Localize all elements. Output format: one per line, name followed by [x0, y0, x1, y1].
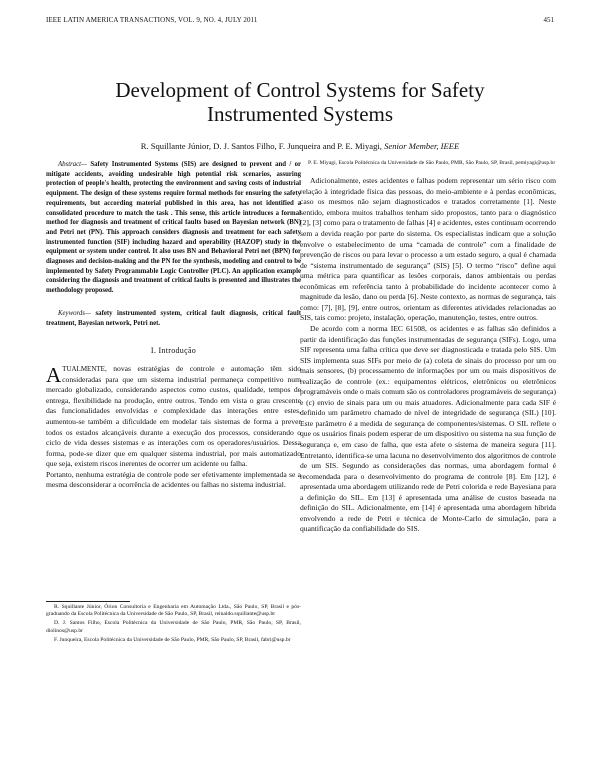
right-paragraph-2: De acordo com a norma IEC 61508, os acidentes e as falhas são definidos a partir da identificação das funções instrumentadas de segurança (SIFs). Logo, uma SIF representa uma falha crítica que deve ser diagnosticada e tratada pelo SIS. Um SIS implementa suas SIFs por meio de (a) coleta de sinais do processo por um ou mais sensores, (b) processamento de informações por um ou mais dispositivos de realização de controle (ex.: equipamentos elétricos, eletrônicos ou eletrônicos programáveis onde o mais comum são os controladores programáveis de segurança) e (c) envio de sinais para um ou mais atuadores. Adicionalmente para cada SIF é definido um parâmetro chamado de nível de integridade de segurança (SIL) [10]. Este parâmetro é a medida de segurança de componentes/sistemas. O SIL reflete o que os usuários finais podem esperar de um dispositivo ou sistema na sua função de segurança e, em caso de falha, que esta afete o sistema de maneira segura [11]. Entretanto, identifica-se uma lacuna no desenvolvimento dos algoritmos de controle de um SIS. Segundo as considerações das normas, uma abordagem formal é recomendada para o desenvolvimento do programa de controle [8]. Em [12], é apresentada uma abordagem utilizando rede de Petri colorida e rede Bayesiana para a definição do SIL. Em [13] é apresentada uma análise de custos baseada na definição do SIL. Adicionalmente, em [14] é apresentada uma abordagem híbrida envolvendo a rede de Petri e técnica de Monte-Carlo de simulação, para a quantificação da confiabilidade do SIS. — [300, 323, 556, 534]
author-membership: Senior Member, IEEE — [384, 141, 460, 151]
intro-paragraph-2: Portanto, nenhuma estratégia de controle pode ser efetivamente implementada se a mesma desconsiderar a ocorrência de acidentes ou falhas no sistema industrial. — [46, 469, 301, 490]
section-title: Introdução — [158, 346, 197, 356]
section-heading — [46, 346, 301, 355]
right-column — [300, 160, 556, 535]
footnote-author-1: R. Squillante Júnior, Órion Consultoria e Engenharia em Automação Ltda., São Paulo, SP, Brasil e pós-graduando da Escola Politécnica da Universidade de São Paulo, SP, Brasil, reinaldo.squillante@usp.br — [46, 603, 301, 618]
paper-title: Development of Control Systems for Safety Instrumented Systems — [115, 78, 485, 126]
first-word: TUALMENTE, — [62, 365, 107, 374]
keywords-label: Keywords— — [58, 309, 91, 317]
journal-name: IEEE LATIN AMERICA TRANSACTIONS, VOL. 9, NO. 4, JULY 2011 — [46, 16, 258, 24]
page-number: 451 — [543, 16, 554, 24]
footnote-author-2: D. J. Santos Filho, Escola Politécnica da Universidade de São Paulo, PMR, São Paulo, SP, Brasil, diolinos@usp.br — [46, 620, 301, 634]
section-number: I. — [150, 346, 157, 356]
abstract — [46, 160, 301, 296]
footnote-divider — [46, 601, 130, 602]
abstract-label: Abstract— — [58, 161, 88, 168]
right-paragraph-1: Adicionalmente, estes acidentes e falhas podem representar um sério risco com relação à integridade física das pessoas, do meio-ambiente e à perdas econômicas, caso os mesmos não sejam diagnosticados e tratados corretamente [1]. Neste sentido, embora muitos trabalhos tenham sido propostos, tanto para o diagnóstico [2], [3] como para o tratamento de falhas [4] e acidentes, estes continuam ocorrendo sem a devida reação por parte do sistema. Os especialistas indicam que a solução envolve o estabelecimento de uma “camada de controle” com a finalidade de prevenção de riscos ou para levar o processo a um estado seguro, a qual é chamada de “sistema instrumentado de segurança” (SIS) [5]. O termo “risco” define aqui uma métrica para quantificar as lesões corporais, danos ambientais ou perdas econômicas em referência tanto à probabilidade do incidente acontecer como à magnitude da lesão, dano ou perda [6]. Neste contexto, as normas de segurança, tais como: [7], [8], [9], entre outros, orientam as diferentes atividades relacionadas ao SIS, tais como: projeto, instalação, operação, manutenção, testes, entre outros. — [300, 176, 556, 323]
intro-paragraph-1-text: novas estratégias de controle e automação têm sido consideradas para que um sistema industrial permaneça competitivo num mercado globalizado, considerando aspectos como custos, qualidade, tempos de entrega, flexibilidade na produção, entre outros. Tendo em vista o grau crescente das funcionalidades envolvidas e complexidade das interações entre estes, aumentou-se também a dificuldade em modelar tais sistemas de forma a prever todos os estados alcançáveis durante a execução dos processos, considerando o ciclo de vida desses sistemas e as interações com os operadores/usuários. Dessa forma, pode-se dizer que em qualquer sistema industrial, por mais automatizado que seja, existem riscos inerentes de ocorrer um acidente ou falha. — [46, 364, 301, 469]
drop-cap: A — [46, 363, 62, 388]
author-line — [40, 141, 560, 151]
running-header — [46, 16, 554, 28]
abstract-text: Safety Instrumented Systems (SIS) are designed to prevent and / or mitigate accidents, avoiding undesirable high potential risk scenarios, assuring protection of people's health, protecting the environment and saving costs of industrial equipment. The design of these systems require formal methods for ensuring the safety requirements, but according material published in this area, has not identified a consolidated procedure to match the task . This sense, this article introduces a formal method for diagnosis and treatment of critical faults based on Bayesian network (BN) and Petri net (PN). This approach considers diagnosis and treatment for each safety instrumented function (SIF) including hazard and operability (HAZOP) study in the equipment or system under control. It also uses BN and Behavioral Petri net (BPN) for diagnoses and decision-making and the PN for the synthesis, modeling and control to be implemented by Safety Programmable Logic Controller (PLC). An application example considering the diagnosis and treatment of critical faults is presented and illustrates the methodology proposed. — [46, 161, 301, 295]
footnote-author-3: F. Junqueira, Escola Politécnica da Universidade de São Paulo, PMR, São Paulo, SP, Brasil, fabri@usp.br — [54, 637, 291, 643]
keywords — [46, 309, 301, 328]
intro-paragraph-1 — [46, 364, 301, 469]
footnote-author-4: P. E. Miyagi, Escola Politécnica da Universidade de São Paulo, PMR, São Paulo, SP, Brasil, pemiyagi@usp.br — [308, 160, 556, 166]
keywords-text: safety instrumented system, critical fault diagnosis, critical fault treatment, Bayesian network, Petri net. — [46, 309, 301, 327]
author-names: R. Squillante Júnior, D. J. Santos Filho, F. Junqueira and P. E. Miyagi, — [140, 141, 382, 151]
left-column — [46, 160, 301, 644]
